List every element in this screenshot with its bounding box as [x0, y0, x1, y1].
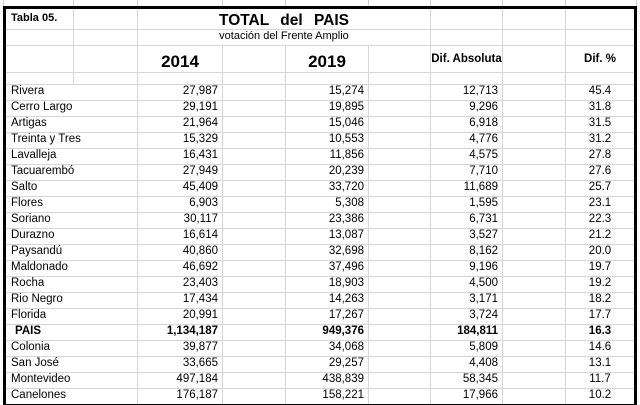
dept-name-cell[interactable]: Montevideo — [5, 373, 138, 389]
empty-cell — [369, 277, 431, 293]
value-2019-cell[interactable]: 17,267 — [286, 309, 369, 325]
value-2019-cell[interactable]: 10,553 — [286, 133, 369, 149]
empty-cell — [369, 85, 431, 101]
dif-pct-cell[interactable]: 45.4 — [566, 85, 636, 101]
empty-cell — [503, 197, 566, 213]
empty-cell — [369, 181, 431, 197]
value-2019-cell[interactable]: 37,496 — [286, 261, 369, 277]
dif-absoluta-cell[interactable]: 58,345 — [431, 373, 503, 389]
dept-name-cell[interactable]: Flores — [5, 197, 138, 213]
empty-cell — [369, 357, 431, 373]
empty-cell — [223, 309, 286, 325]
empty-cell — [5, 46, 74, 73]
empty-cell — [369, 133, 431, 149]
value-2014-cell[interactable]: 40,860 — [138, 245, 223, 261]
empty-cell — [503, 309, 566, 325]
dif-pct-cell[interactable]: 18.2 — [566, 293, 636, 309]
empty-cell — [503, 149, 566, 165]
dept-name-cell[interactable]: Durazno — [5, 229, 138, 245]
dept-name-cell[interactable]: Canelones — [5, 389, 138, 405]
empty-cell — [369, 165, 431, 181]
value-2019-cell[interactable]: 34,068 — [286, 341, 369, 357]
header-dif-pct[interactable]: Dif. % — [566, 46, 636, 73]
dept-name-cell[interactable]: Cerro Largo — [5, 101, 138, 117]
value-2014-cell[interactable]: 46,692 — [138, 261, 223, 277]
empty-cell — [5, 73, 74, 85]
dif-absoluta-cell[interactable]: 8,162 — [431, 245, 503, 261]
empty-cell — [286, 73, 369, 85]
header-dif-absoluta[interactable]: Dif. Absoluta — [431, 46, 503, 73]
header-2014[interactable]: 2014 — [138, 46, 223, 73]
empty-cell — [503, 389, 566, 405]
value-2014-cell[interactable]: 45,409 — [138, 181, 223, 197]
dif-absoluta-cell[interactable]: 4,575 — [431, 149, 503, 165]
empty-cell — [503, 8, 566, 30]
value-2014-cell[interactable]: 27,949 — [138, 165, 223, 181]
empty-cell — [369, 293, 431, 309]
empty-cell — [431, 73, 503, 85]
table-row — [5, 357, 636, 373]
sheet-title-cell[interactable]: TOTAL del PAIS — [138, 8, 431, 30]
dif-absoluta-cell[interactable]: 9,196 — [431, 261, 503, 277]
table-row — [5, 101, 636, 117]
value-2019-cell[interactable]: 18,903 — [286, 277, 369, 293]
value-2014-cell[interactable]: 20,991 — [138, 309, 223, 325]
empty-cell — [369, 245, 431, 261]
dept-name-cell[interactable]: Treinta y Tres — [5, 133, 138, 149]
empty-cell — [503, 325, 566, 341]
value-2014-cell[interactable]: 29,191 — [138, 101, 223, 117]
empty-cell — [369, 341, 431, 357]
dif-absoluta-cell[interactable]: 4,500 — [431, 277, 503, 293]
table-row — [5, 229, 636, 245]
value-2019-cell[interactable]: 29,257 — [286, 357, 369, 373]
empty-cell — [503, 293, 566, 309]
empty-cell — [566, 30, 636, 46]
value-2014-cell[interactable]: 1,134,187 — [138, 325, 223, 341]
dif-pct-cell[interactable]: 23.1 — [566, 197, 636, 213]
empty-cell — [369, 309, 431, 325]
empty-cell — [503, 357, 566, 373]
dif-pct-cell[interactable]: 21.2 — [566, 229, 636, 245]
empty-cell — [369, 46, 431, 73]
empty-cell — [223, 181, 286, 197]
table-row — [5, 373, 636, 389]
dif-pct-cell[interactable]: 25.7 — [566, 181, 636, 197]
dif-absoluta-cell[interactable]: 6,731 — [431, 213, 503, 229]
value-2019-cell[interactable]: 13,087 — [286, 229, 369, 245]
value-2014-cell[interactable]: 17,434 — [138, 293, 223, 309]
dif-absoluta-cell[interactable]: 7,710 — [431, 165, 503, 181]
empty-cell — [223, 73, 286, 85]
dif-pct-cell[interactable]: 14.6 — [566, 341, 636, 357]
value-2019-cell[interactable]: 20,239 — [286, 165, 369, 181]
dif-pct-cell[interactable]: 19.7 — [566, 261, 636, 277]
empty-cell — [223, 229, 286, 245]
dept-name-cell[interactable]: Lavalleja — [5, 149, 138, 165]
empty-cell — [223, 277, 286, 293]
value-2014-cell[interactable]: 21,964 — [138, 117, 223, 133]
table-row — [5, 213, 636, 229]
value-2014-cell[interactable]: 16,431 — [138, 149, 223, 165]
table-row — [5, 261, 636, 277]
empty-cell — [223, 245, 286, 261]
table-row — [5, 197, 636, 213]
dept-name-cell[interactable]: Soriano — [5, 213, 138, 229]
table-row — [5, 149, 636, 165]
empty-cell — [223, 46, 286, 73]
dif-absoluta-cell[interactable]: 5,809 — [431, 341, 503, 357]
empty-cell — [223, 213, 286, 229]
dif-pct-cell[interactable]: 10.2 — [566, 389, 636, 405]
empty-cell — [369, 389, 431, 405]
empty-cell — [369, 197, 431, 213]
dif-pct-cell[interactable]: 22.3 — [566, 213, 636, 229]
empty-cell — [74, 8, 138, 30]
dif-pct-cell[interactable]: 31.2 — [566, 133, 636, 149]
value-2019-cell[interactable]: 23,386 — [286, 213, 369, 229]
dif-pct-cell[interactable]: 17.7 — [566, 309, 636, 325]
table-label-cell[interactable]: Tabla 05. — [5, 8, 74, 30]
empty-cell — [369, 101, 431, 117]
value-2019-cell[interactable]: 14,263 — [286, 293, 369, 309]
value-2014-cell[interactable]: 39,877 — [138, 341, 223, 357]
dif-absoluta-cell[interactable]: 4,776 — [431, 133, 503, 149]
empty-cell — [223, 293, 286, 309]
dif-absoluta-cell[interactable]: 12,713 — [431, 85, 503, 101]
dept-name-cell[interactable]: Florida — [5, 309, 138, 325]
empty-cell — [503, 277, 566, 293]
empty-cell — [503, 101, 566, 117]
empty-cell — [566, 8, 636, 30]
empty-cell — [503, 213, 566, 229]
header-block — [5, 8, 636, 85]
table-row — [5, 133, 636, 149]
dif-absoluta-cell[interactable]: 1,595 — [431, 197, 503, 213]
value-2019-cell[interactable]: 11,856 — [286, 149, 369, 165]
empty-cell — [223, 325, 286, 341]
dif-pct-cell[interactable]: 16.3 — [566, 325, 636, 341]
table-row — [5, 165, 636, 181]
table-row — [5, 277, 636, 293]
title-row — [5, 8, 636, 30]
value-2019-cell[interactable]: 15,046 — [286, 117, 369, 133]
empty-cell — [503, 229, 566, 245]
dif-absoluta-cell[interactable]: 3,724 — [431, 309, 503, 325]
value-2014-cell[interactable]: 15,329 — [138, 133, 223, 149]
column-header-row — [5, 46, 636, 73]
value-2014-cell[interactable]: 30,117 — [138, 213, 223, 229]
spreadsheet-table — [3, 6, 637, 405]
value-2019-cell[interactable]: 33,720 — [286, 181, 369, 197]
table-row — [5, 341, 636, 357]
table-row — [5, 309, 636, 325]
empty-cell — [369, 213, 431, 229]
sheet-subtitle-cell[interactable]: votación del Frente Amplio — [138, 30, 431, 46]
empty-cell — [223, 85, 286, 101]
value-2014-cell[interactable]: 6,903 — [138, 197, 223, 213]
empty-cell — [369, 229, 431, 245]
empty-cell — [369, 373, 431, 389]
empty-cell — [223, 261, 286, 277]
dif-absoluta-cell[interactable]: 3,527 — [431, 229, 503, 245]
value-2014-cell[interactable]: 33,665 — [138, 357, 223, 373]
empty-cell — [74, 73, 138, 85]
value-2014-cell[interactable]: 27,987 — [138, 85, 223, 101]
value-2014-cell[interactable]: 176,187 — [138, 389, 223, 405]
value-2019-cell[interactable]: 158,221 — [286, 389, 369, 405]
empty-cell — [223, 373, 286, 389]
dept-name-cell[interactable]: Artigas — [5, 117, 138, 133]
dept-name-cell[interactable]: Maldonado — [5, 261, 138, 277]
dif-pct-cell[interactable]: 20.0 — [566, 245, 636, 261]
value-2019-cell[interactable]: 438,839 — [286, 373, 369, 389]
empty-cell — [503, 245, 566, 261]
dif-pct-cell[interactable]: 31.8 — [566, 101, 636, 117]
dept-name-cell[interactable]: Rio Negro — [5, 293, 138, 309]
dif-absoluta-cell[interactable]: 6,918 — [431, 117, 503, 133]
empty-cell — [223, 101, 286, 117]
empty-cell — [369, 149, 431, 165]
empty-cell — [223, 197, 286, 213]
empty-cell — [223, 165, 286, 181]
empty-cell — [5, 30, 74, 46]
empty-cell — [369, 325, 431, 341]
empty-cell — [74, 30, 138, 46]
dept-name-cell[interactable]: Rocha — [5, 277, 138, 293]
dif-absoluta-cell[interactable]: 9,296 — [431, 101, 503, 117]
empty-cell — [503, 46, 566, 73]
value-2019-cell[interactable]: 949,376 — [286, 325, 369, 341]
value-2019-cell[interactable]: 15,274 — [286, 85, 369, 101]
dept-name-cell[interactable]: San José — [5, 357, 138, 373]
table-row — [5, 181, 636, 197]
empty-cell — [74, 46, 138, 73]
empty-cell — [503, 165, 566, 181]
dept-name-cell[interactable]: Rivera — [5, 85, 138, 101]
table-row — [5, 293, 636, 309]
dif-absoluta-cell[interactable]: 11,689 — [431, 181, 503, 197]
empty-cell — [369, 117, 431, 133]
dif-pct-cell[interactable]: 31.5 — [566, 117, 636, 133]
value-2014-cell[interactable]: 497,184 — [138, 373, 223, 389]
empty-cell — [503, 341, 566, 357]
table-row — [5, 117, 636, 133]
empty-cell — [138, 73, 223, 85]
value-2019-cell[interactable]: 5,308 — [286, 197, 369, 213]
dept-name-cell[interactable]: Colonia — [5, 341, 138, 357]
value-2019-cell[interactable]: 32,698 — [286, 245, 369, 261]
dif-pct-cell[interactable]: 19.2 — [566, 277, 636, 293]
empty-cell — [369, 73, 431, 85]
table-row — [5, 85, 636, 101]
dif-absoluta-cell[interactable]: 4,408 — [431, 357, 503, 373]
dif-absoluta-cell[interactable]: 17,966 — [431, 389, 503, 405]
dept-name-cell[interactable]: Paysandú — [5, 245, 138, 261]
dif-pct-cell[interactable]: 27.8 — [566, 149, 636, 165]
dif-absoluta-cell[interactable]: 184,811 — [431, 325, 503, 341]
empty-cell — [503, 30, 566, 46]
subtitle-row — [5, 30, 636, 46]
table-row — [5, 325, 636, 341]
empty-cell — [223, 389, 286, 405]
empty-cell — [223, 341, 286, 357]
empty-cell — [503, 373, 566, 389]
empty-cell — [223, 357, 286, 373]
empty-cell — [503, 117, 566, 133]
dept-name-cell[interactable]: Tacuarembó — [5, 165, 138, 181]
value-2014-cell[interactable]: 23,403 — [138, 277, 223, 293]
empty-cell — [503, 85, 566, 101]
empty-cell — [503, 133, 566, 149]
dept-name-cell[interactable]: PAIS — [5, 325, 138, 341]
empty-cell — [223, 149, 286, 165]
empty-cell — [503, 181, 566, 197]
dept-name-cell[interactable]: Salto — [5, 181, 138, 197]
header-2019[interactable]: 2019 — [286, 46, 369, 73]
table-row — [5, 389, 636, 405]
empty-cell — [503, 261, 566, 277]
empty-cell — [223, 133, 286, 149]
empty-cell — [369, 261, 431, 277]
blank-row — [5, 73, 636, 85]
empty-cell — [431, 30, 503, 46]
empty-cell — [223, 117, 286, 133]
empty-cell — [566, 73, 636, 85]
dif-pct-cell[interactable]: 11.7 — [566, 373, 636, 389]
table-row — [5, 245, 636, 261]
dif-pct-cell[interactable]: 13.1 — [566, 357, 636, 373]
value-2019-cell[interactable]: 19,895 — [286, 101, 369, 117]
dif-pct-cell[interactable]: 27.6 — [566, 165, 636, 181]
empty-cell — [431, 8, 503, 30]
empty-cell — [503, 73, 566, 85]
data-rows — [5, 85, 636, 405]
value-2014-cell[interactable]: 16,614 — [138, 229, 223, 245]
dif-absoluta-cell[interactable]: 3,171 — [431, 293, 503, 309]
